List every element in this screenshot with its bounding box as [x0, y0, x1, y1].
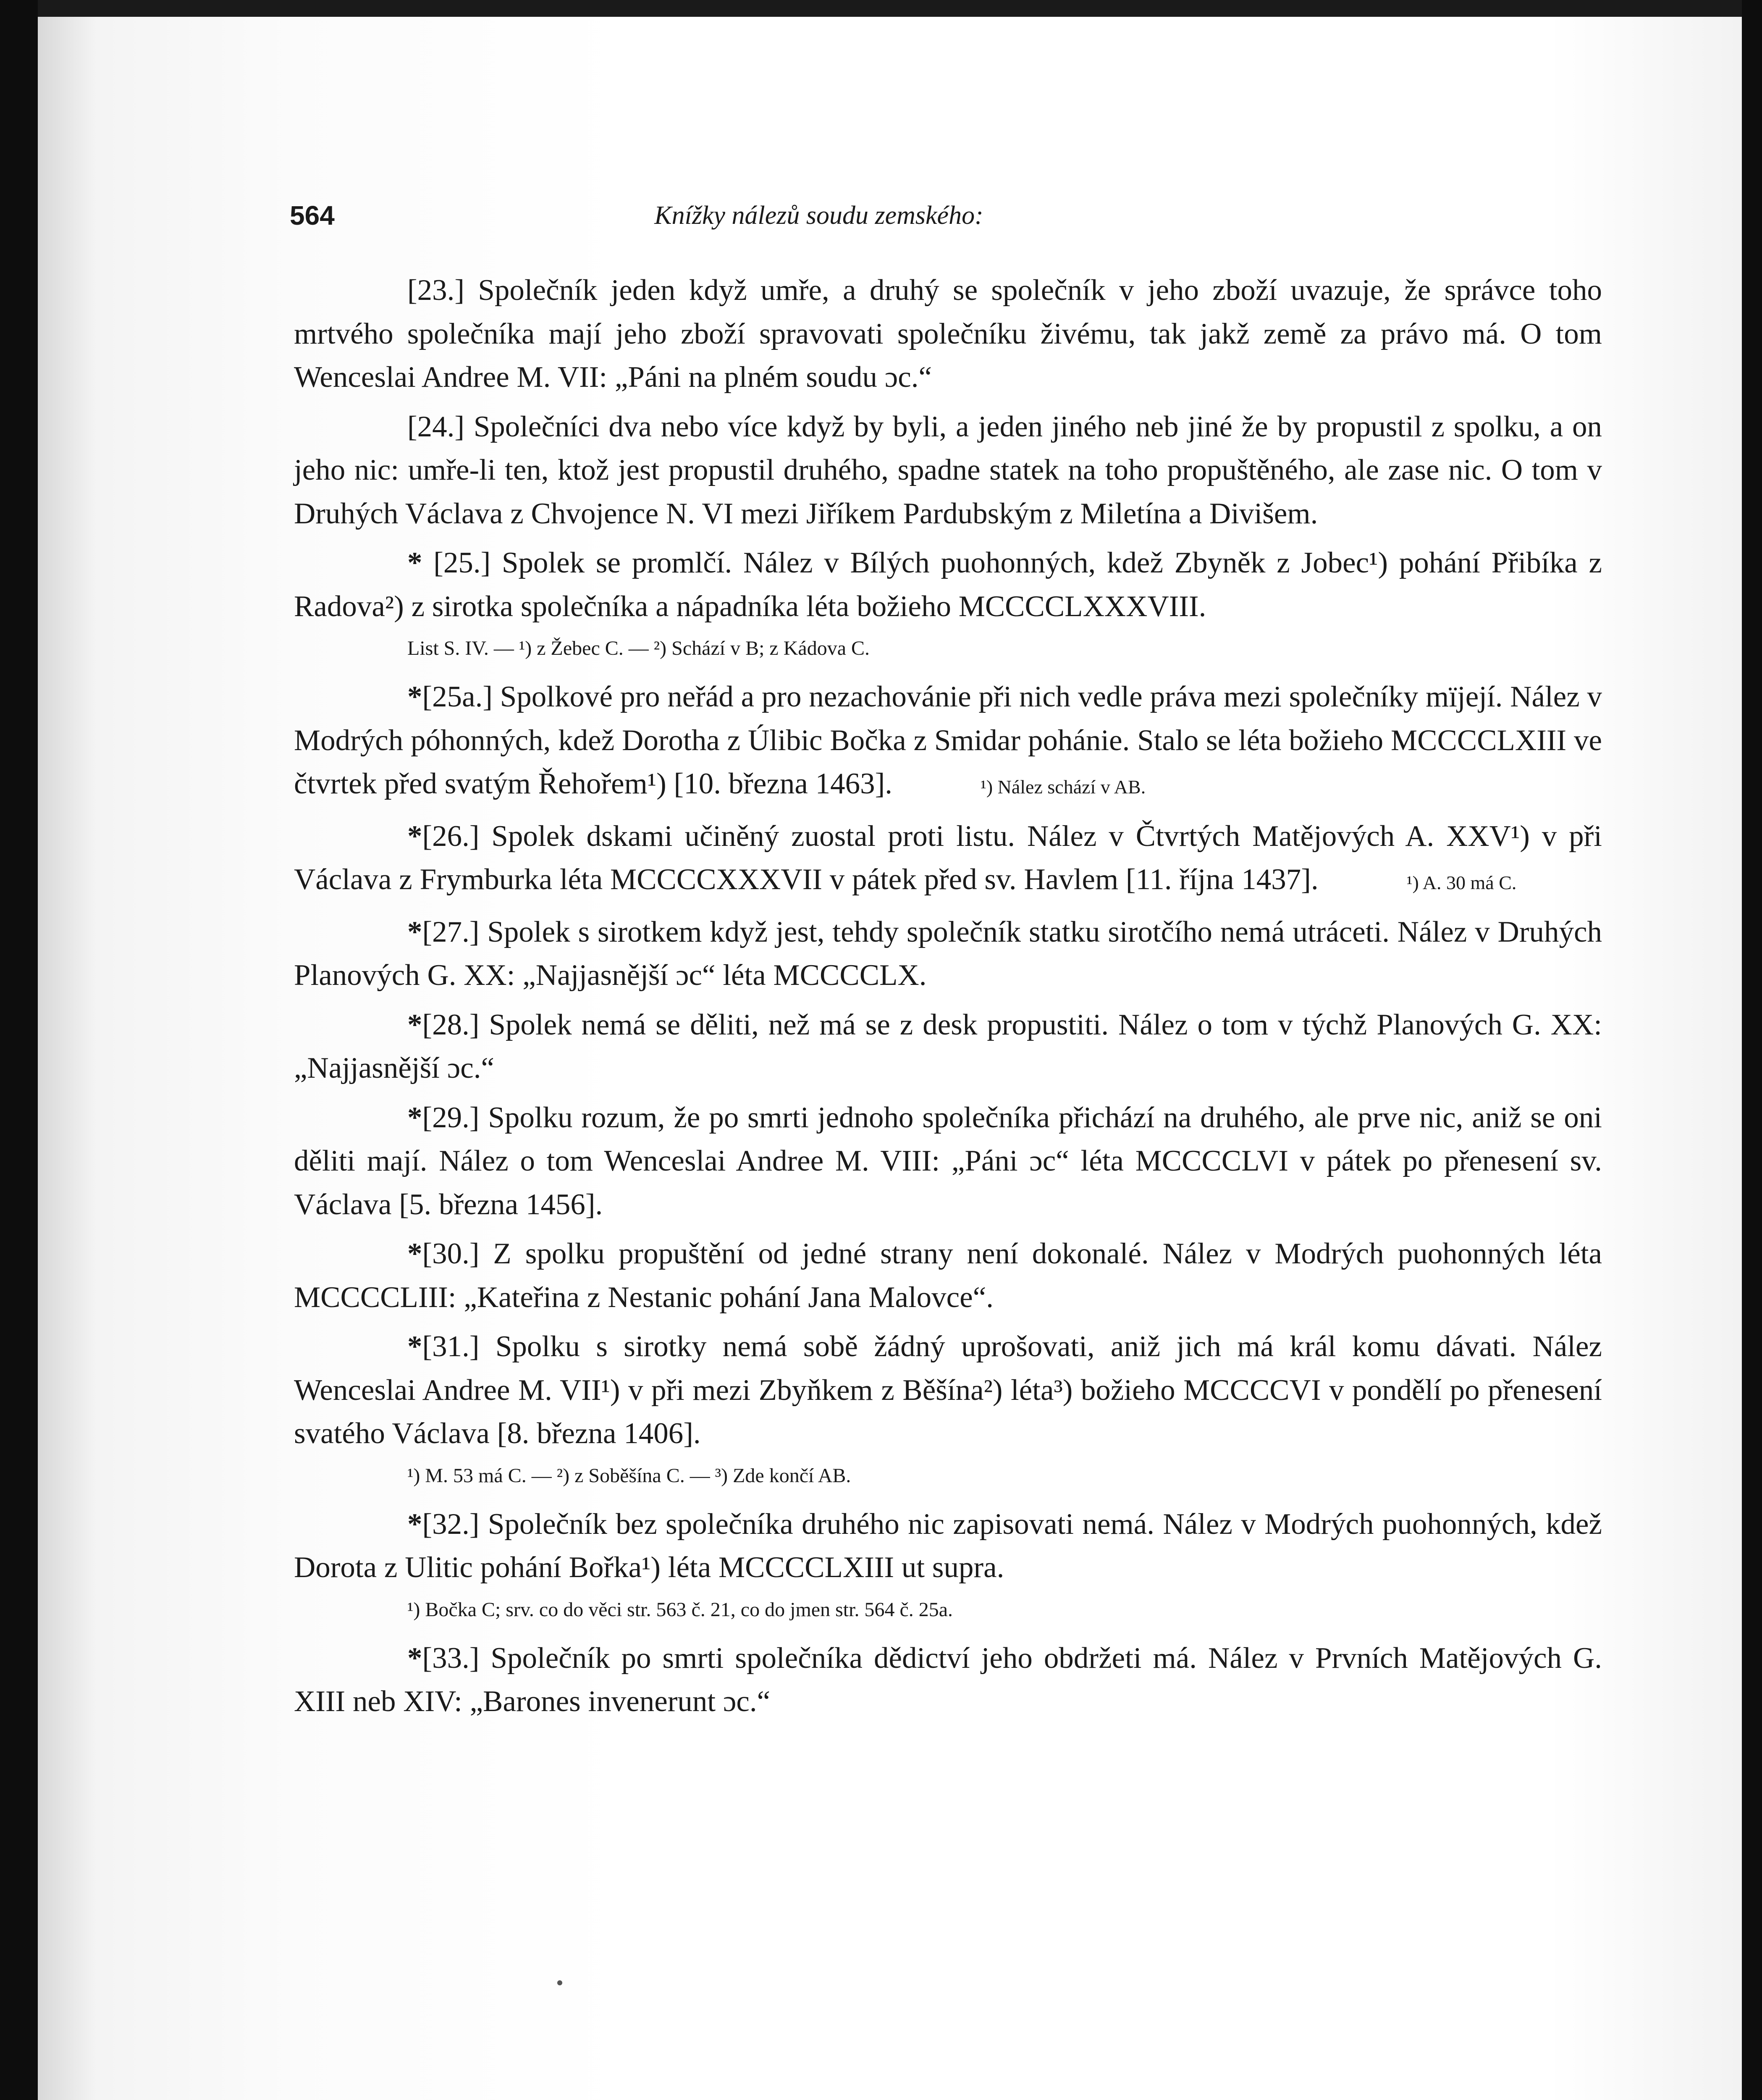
paragraph-28	[294, 1003, 1602, 1090]
asterisk-marker: *	[407, 1641, 422, 1675]
page-header	[290, 192, 1310, 239]
asterisk-marker: *	[407, 680, 422, 713]
paragraph-text: [25.] Spolek se promlčí. Nález v Bílých puohonných, kdež Zbyněk z Jobec¹) pohání Přibíka z Radova²) z sirotka společníka a nápadníka léta božieho MCCCCLXXXVIII.	[294, 546, 1602, 623]
paragraph-30	[294, 1232, 1602, 1319]
paragraph-33	[294, 1637, 1602, 1724]
asterisk-marker: *	[407, 819, 422, 853]
paragraph-text: [23.] Společník jeden když umře, a druhý se společník v jeho zboží uvazuje, že správce toho mrtvého společníka mají jeho zboží spravovati společníku živému, tak jakž země za právo má. O tom Wenceslai Andree M. VII: „Páni na plném soudu ɔc.“	[294, 274, 1602, 394]
paragraph-text: [29.] Spolku rozum, že po smrti jednoho společníka přichází na druhého, ale prve nic, aniž se oni děliti mají. Nález o tom Wenceslai Andree M. VIII: „Páni ɔc“ léta MCCCCLVI v pátek po přenesení sv. Václava [5. března 1456].	[294, 1101, 1602, 1221]
paragraph-text: [31.] Spolku s sirotky nemá sobě žádný uprošovati, aniž jich má král komu dávati. Nález Wenceslai Andree M. VII¹) v při mezi Zbyňkem z Běšína²) léta³) božieho MCCCCVI v pondělí po přenesení svatého Václava [8. března 1406].	[294, 1330, 1602, 1450]
asterisk-marker: *	[407, 1330, 422, 1363]
paragraph-text: [25a.] Spolkové pro neřád a pro nezachovánie při nich vedle práva mezi společníky mïjejí. Nález v Modrých póhonných, kdež Dorotha z Úlibic Bočka z Smidar pohánie. Stalo se léta božieho MCCCCLXIII ve čtvrtek před svatým Řehořem¹) [10. března 1463].	[294, 680, 1602, 800]
paragraph-text: [26.] Spolek dskami učiněný zuostal proti listu. Nález v Čtvrtých Matějových A. XXV¹) v při Václava z Frymburka léta MCCCCXXXVII v pátek před sv. Havlem [11. října 1437].	[294, 819, 1602, 896]
paragraph-27	[294, 911, 1602, 998]
asterisk-marker: *	[407, 915, 422, 948]
asterisk-marker: *	[407, 1008, 422, 1041]
paragraph-25	[294, 541, 1602, 628]
scan-border-right	[1742, 0, 1762, 2100]
footnote-31: ¹) M. 53 má C. — ²) z Soběšína C. — ³) Zde končí AB.	[407, 1464, 851, 1487]
paragraph-25a	[294, 675, 1602, 809]
asterisk-marker: *	[407, 1237, 422, 1270]
scan-border-left	[0, 0, 38, 2100]
paragraph-text: [24.] Společníci dva nebo více když by byli, a jeden jiného neb jiné že by propustil z spolku, a on jeho nic: umře-li ten, ktož jest propustil druhého, spadne statek na toho propuštěného, ale zase nic. O tom v Druhých Václava z Chvojence N. VI mezi Jiříkem Pardubským z Miletína a Divišem.	[294, 410, 1602, 530]
paragraph-31	[294, 1325, 1602, 1456]
paragraph-text: [32.] Společník bez společníka druhého nic zapisovati nemá. Nález v Modrých puohonných, kdež Dorota z Ulitic pohání Bořka¹) léta MCCCCLXIII ut supra.	[294, 1507, 1602, 1584]
paragraph-text: [33.] Společník po smrti společníka dědictví jeho obdržeti má. Nález v Prvních Matějových G. XIII neb XIV: „Barones invenerunt ɔc.“	[294, 1641, 1602, 1718]
paragraph-text: [30.] Z spolku propuštění od jedné strany není dokonalé. Nález v Modrých puohonných léta MCCCCLIII: „Kateřina z Nestanic pohání Jana Malovce“.	[294, 1237, 1602, 1314]
inline-footnote: ¹) A. 30 má C.	[1406, 872, 1517, 893]
asterisk-marker: *	[407, 1507, 422, 1541]
paragraph-26	[294, 815, 1602, 905]
footnote-25: List S. IV. — ¹) z Žebec C. — ²) Schází v B; z Kádova C.	[407, 637, 870, 659]
footnote-32: ¹) Bočka C; srv. co do věci str. 563 č. 21, co do jmen str. 564 č. 25a.	[407, 1598, 953, 1621]
page-body	[294, 269, 1602, 1730]
paragraph-32	[294, 1503, 1602, 1590]
asterisk-marker: *	[407, 1101, 422, 1134]
paragraph-24	[294, 405, 1602, 536]
inline-footnote: ¹) Nález schází v AB.	[981, 776, 1146, 798]
running-title: Knížky nálezů soudu zemského:	[654, 201, 983, 230]
paragraph-text: [28.] Spolek nemá se děliti, než má se z desk propustiti. Nález o tom v týchž Planových G. XX: „Najjasnější ɔc.“	[294, 1008, 1602, 1084]
asterisk-marker: *	[407, 546, 422, 579]
paragraph-29	[294, 1096, 1602, 1227]
ink-speck	[557, 1980, 562, 1985]
paragraph-text: [27.] Spolek s sirotkem když jest, tehdy společník statku sirotčího nemá utráceti. Nález v Druhých Planových G. XX: „Najjasnější ɔc“ léta MCCCCLX.	[294, 915, 1602, 992]
paragraph-23	[294, 269, 1602, 399]
page-number: 564	[290, 200, 335, 231]
scan-border-top	[0, 0, 1762, 17]
